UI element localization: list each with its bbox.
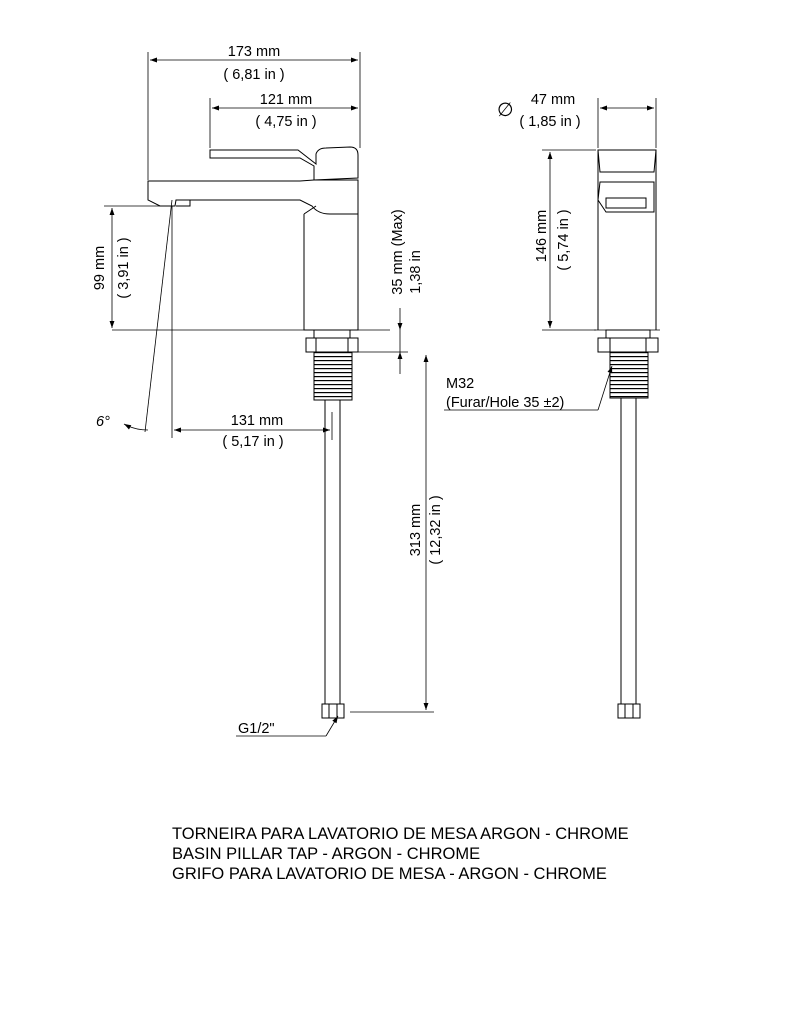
- title-block: [172, 824, 629, 884]
- counter-thickness-mm: 35 mm (Max): [390, 209, 406, 295]
- overall-length-in: ( 6,81 in ): [223, 67, 285, 83]
- title-line-es: GRIFO PARA LAVATORIO DE MESA - ARGON - CHROME: [172, 865, 607, 883]
- handle-length-in: ( 4,75 in ): [255, 114, 317, 130]
- spout-height-in: ( 3,91 in ): [116, 237, 132, 299]
- body-diameter-in: ( 1,85 in ): [519, 114, 581, 130]
- front-view: [594, 150, 660, 718]
- title-line-en: BASIN PILLAR TAP - ARGON - CHROME: [172, 845, 481, 863]
- side-view: [112, 147, 390, 718]
- spout-angle-label: 6°: [96, 414, 110, 430]
- mounting-nut: [306, 338, 358, 352]
- handle-lever: [210, 147, 358, 180]
- counter-thickness-in: 1,38 in: [408, 250, 424, 294]
- diameter-symbol: ∅: [497, 100, 514, 121]
- thread-label: M32: [446, 376, 475, 392]
- spout: [148, 180, 358, 214]
- body-height-mm: 146 mm: [534, 209, 550, 263]
- spout-reach-mm: 131 mm: [230, 413, 284, 429]
- handle-length-mm: 121 mm: [259, 92, 313, 108]
- front-hose-connector: [618, 704, 640, 718]
- hose-connector: [322, 704, 344, 718]
- hose-length-mm: 313 mm: [408, 503, 424, 557]
- thread-note: (Furar/Hole 35 ±2): [446, 395, 565, 411]
- spout-reach-in: ( 5,17 in ): [222, 434, 284, 450]
- overall-length-mm: 173 mm: [227, 44, 281, 60]
- title-line-pt: TORNEIRA PARA LAVATORIO DE MESA ARGON - CHROME: [172, 825, 629, 843]
- faucet-body: [304, 214, 358, 330]
- body-height-in: ( 5,74 in ): [556, 209, 572, 271]
- connection-label: G1/2": [238, 721, 275, 737]
- body-diameter-mm: 47 mm: [530, 92, 576, 108]
- dimension-lines: [104, 52, 656, 736]
- front-threaded-shank: [610, 352, 648, 398]
- threaded-shank: [314, 352, 352, 400]
- mounting-flange: [314, 330, 350, 338]
- front-body: [598, 150, 656, 330]
- hose-length-in: ( 12,32 in ): [428, 495, 444, 565]
- front-handle: [598, 150, 656, 172]
- spout-height-mm: 99 mm: [92, 245, 108, 291]
